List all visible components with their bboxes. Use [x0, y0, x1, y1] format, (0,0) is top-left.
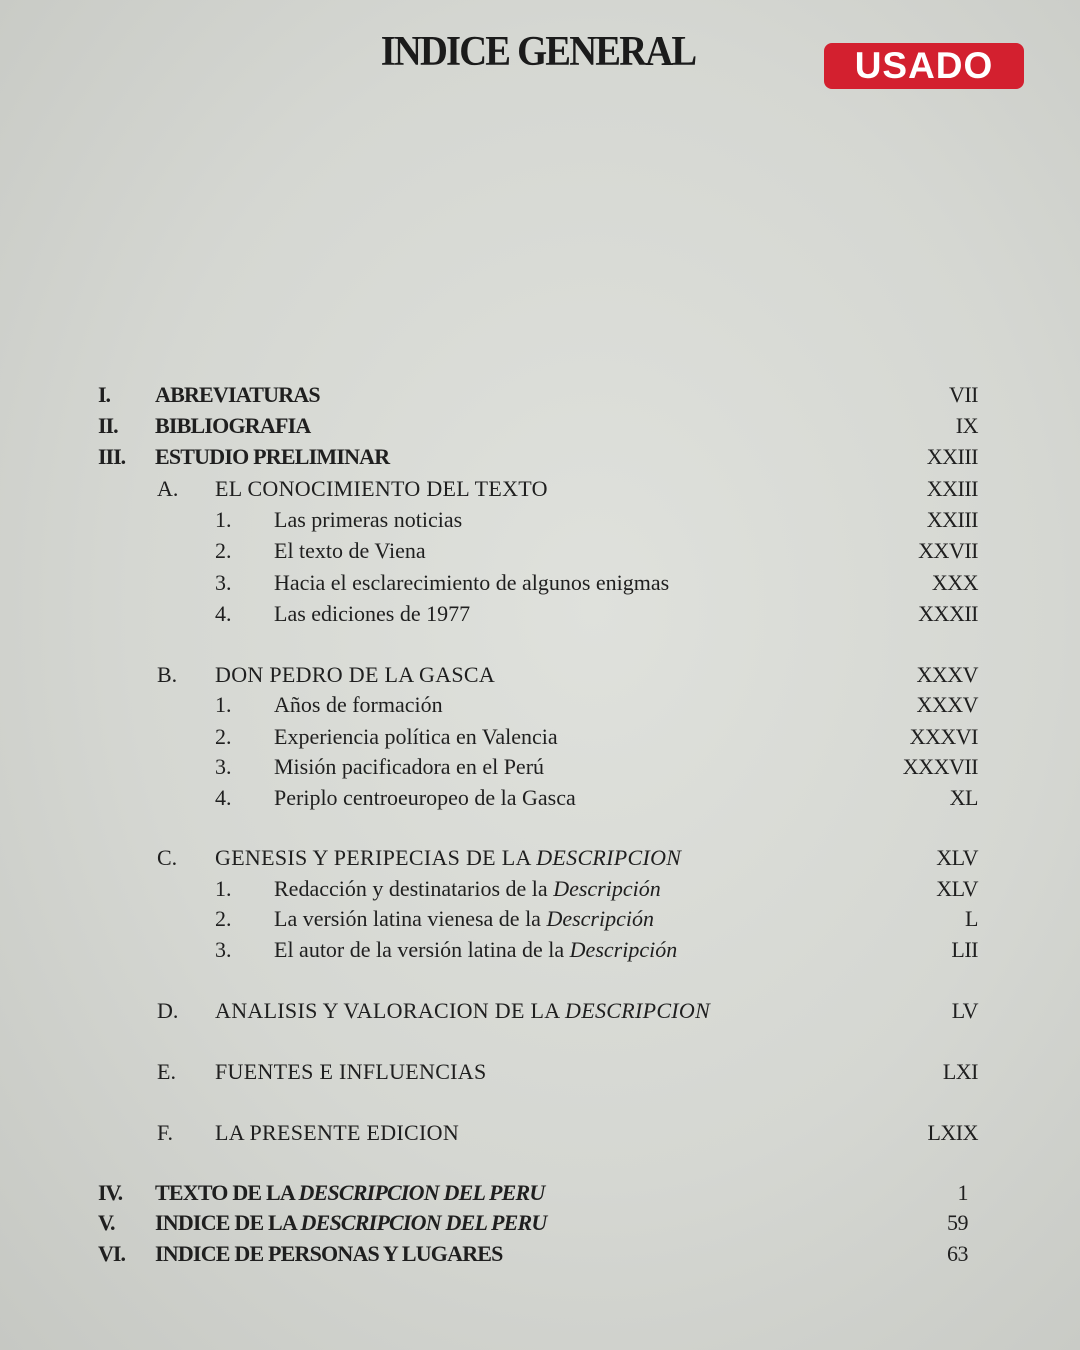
entry-number: 1. — [215, 876, 232, 901]
entry-title-text: LA PRESENTE EDICION — [215, 1120, 460, 1145]
entry-title — [274, 690, 443, 720]
entry-page: XXVII — [918, 538, 978, 563]
toc-entry — [0, 783, 1080, 813]
entry-title-text: Las ediciones de 1977 — [274, 601, 471, 626]
toc-entry — [0, 599, 1080, 629]
entry-title-text: EL CONOCIMIENTO DEL TEXTO — [215, 476, 548, 501]
entry-number: 2. — [215, 724, 232, 749]
entry-page: XXXV — [916, 692, 978, 717]
entry-title-text: La versión latina vienesa de la — [274, 906, 547, 931]
entry-page: L — [965, 906, 978, 931]
entry-title-italic: DESCRIPCION — [536, 845, 682, 870]
entry-title — [155, 1239, 503, 1269]
toc-entry — [0, 1208, 1080, 1238]
entry-title-text: Periplo centroeuropeo de la Gasca — [274, 785, 576, 810]
toc-entry — [0, 536, 1080, 566]
entry-title-italic: Descripción — [546, 906, 654, 931]
entry-title-text: El autor de la versión latina de la — [274, 937, 570, 962]
entry-page: IX — [955, 413, 978, 438]
entry-number: F. — [157, 1120, 173, 1145]
entry-title-text: Misión pacificadora en el Perú — [274, 754, 545, 779]
toc-entry — [0, 442, 1080, 472]
entry-title — [274, 505, 462, 535]
entry-number: 2. — [215, 906, 232, 931]
entry-number: B. — [157, 662, 178, 687]
toc-entry — [0, 752, 1080, 782]
toc-entry — [0, 411, 1080, 441]
entry-number: V. — [98, 1210, 115, 1235]
entry-title — [155, 442, 389, 472]
entry-page: XXIII — [926, 444, 978, 469]
entry-page: 59 — [947, 1210, 968, 1235]
entry-page: 63 — [947, 1241, 968, 1266]
entry-number: II. — [98, 413, 118, 438]
entry-title — [155, 1178, 544, 1208]
toc-entry — [0, 568, 1080, 598]
entry-title-text: FUENTES E INFLUENCIAS — [215, 1059, 487, 1084]
entry-title-italic: DESCRIPCION DEL PERU — [298, 1180, 545, 1205]
entry-title-text: INDICE DE PERSONAS Y LUGARES — [155, 1241, 503, 1266]
entry-title-italic: DESCRIPCION — [565, 998, 711, 1023]
entry-page: LXIX — [927, 1120, 978, 1145]
entry-number: 2. — [215, 538, 232, 563]
entry-title — [215, 1118, 459, 1148]
toc-entry — [0, 996, 1080, 1026]
entry-number: 3. — [215, 570, 232, 595]
entry-number: 4. — [215, 785, 232, 810]
entry-page: LII — [951, 937, 978, 962]
entry-title-text: El texto de Viena — [274, 538, 426, 563]
entry-title — [215, 1057, 487, 1087]
entry-page: LXI — [942, 1059, 978, 1084]
toc-entry — [0, 474, 1080, 504]
toc-entry — [0, 690, 1080, 720]
toc-entry — [0, 843, 1080, 873]
entry-page: XLV — [936, 876, 978, 901]
entry-title-text: DON PEDRO DE LA GASCA — [215, 662, 496, 687]
entry-title — [274, 935, 677, 965]
entry-page: XXXVI — [909, 724, 978, 749]
entry-number: 1. — [215, 692, 232, 717]
entry-title-text: GENESIS Y PERIPECIAS DE LA — [215, 845, 537, 870]
entry-page: XXX — [931, 570, 978, 595]
entry-number: E. — [157, 1059, 176, 1084]
entry-title-text: BIBLIOGRAFIA — [155, 413, 311, 438]
entry-number: 3. — [215, 754, 232, 779]
entry-number: 4. — [215, 601, 232, 626]
entry-number: C. — [157, 845, 178, 870]
used-badge: USADO — [824, 43, 1024, 89]
entry-title-italic: Descripción — [553, 876, 661, 901]
entry-title-italic: DESCRIPCION DEL PERU — [300, 1210, 547, 1235]
entry-number: 1. — [215, 507, 232, 532]
toc-entry — [0, 904, 1080, 934]
toc-entry — [0, 1057, 1080, 1087]
entry-title-text: INDICE DE LA — [155, 1210, 301, 1235]
entry-title — [215, 996, 710, 1026]
toc-entry — [0, 1239, 1080, 1269]
entry-page: XLV — [936, 845, 978, 870]
toc-entry — [0, 874, 1080, 904]
toc-entry — [0, 722, 1080, 752]
toc-entry — [0, 660, 1080, 690]
entry-title-text: Las primeras noticias — [274, 507, 463, 532]
entry-title-text: ABREVIATURAS — [155, 382, 320, 407]
entry-number: 3. — [215, 937, 232, 962]
entry-number: VI. — [98, 1241, 125, 1266]
entry-title — [215, 474, 548, 504]
entry-title — [274, 722, 558, 752]
entry-title — [274, 904, 654, 934]
entry-page: LV — [951, 998, 978, 1023]
entry-number: D. — [157, 998, 179, 1023]
toc-entry — [0, 1118, 1080, 1148]
entry-page: XXXII — [918, 601, 978, 626]
entry-title-text: Redacción y destinatarios de la — [274, 876, 554, 901]
entry-title — [274, 752, 544, 782]
page-title: INDICE GENERAL — [380, 29, 696, 75]
entry-page: XXXV — [916, 662, 978, 687]
toc-entry — [0, 505, 1080, 535]
entry-page: 1 — [957, 1180, 968, 1205]
entry-page: XL — [949, 785, 978, 810]
entry-title-text: TEXTO DE LA — [155, 1180, 299, 1205]
entry-title — [274, 874, 661, 904]
entry-title-text: Hacia el esclarecimiento de algunos enigmas — [274, 570, 670, 595]
entry-title-text: Años de formación — [274, 692, 443, 717]
entry-title — [155, 411, 310, 441]
entry-title-text: ESTUDIO PRELIMINAR — [155, 444, 390, 469]
entry-title — [215, 843, 681, 873]
toc-entry — [0, 380, 1080, 410]
entry-title — [274, 783, 576, 813]
entry-number: I. — [98, 382, 111, 407]
entry-number: III. — [98, 444, 126, 469]
entry-title — [155, 380, 320, 410]
entry-number: IV. — [98, 1180, 123, 1205]
toc-entry — [0, 1178, 1080, 1208]
entry-page: XXIII — [926, 507, 978, 532]
entry-title — [215, 660, 495, 690]
toc-entry — [0, 935, 1080, 965]
entry-page: XXXVII — [902, 754, 978, 779]
entry-title — [274, 536, 426, 566]
entry-title-italic: Descripción — [569, 937, 678, 962]
entry-number: A. — [157, 476, 179, 501]
entry-title — [274, 568, 669, 598]
entry-page: XXIII — [926, 476, 978, 501]
entry-title-text: ANALISIS Y VALORACION DE LA — [215, 998, 566, 1023]
entry-title — [155, 1208, 547, 1238]
entry-title-text: Experiencia política en Valencia — [274, 724, 558, 749]
entry-page: VII — [948, 382, 978, 407]
entry-title — [274, 599, 470, 629]
